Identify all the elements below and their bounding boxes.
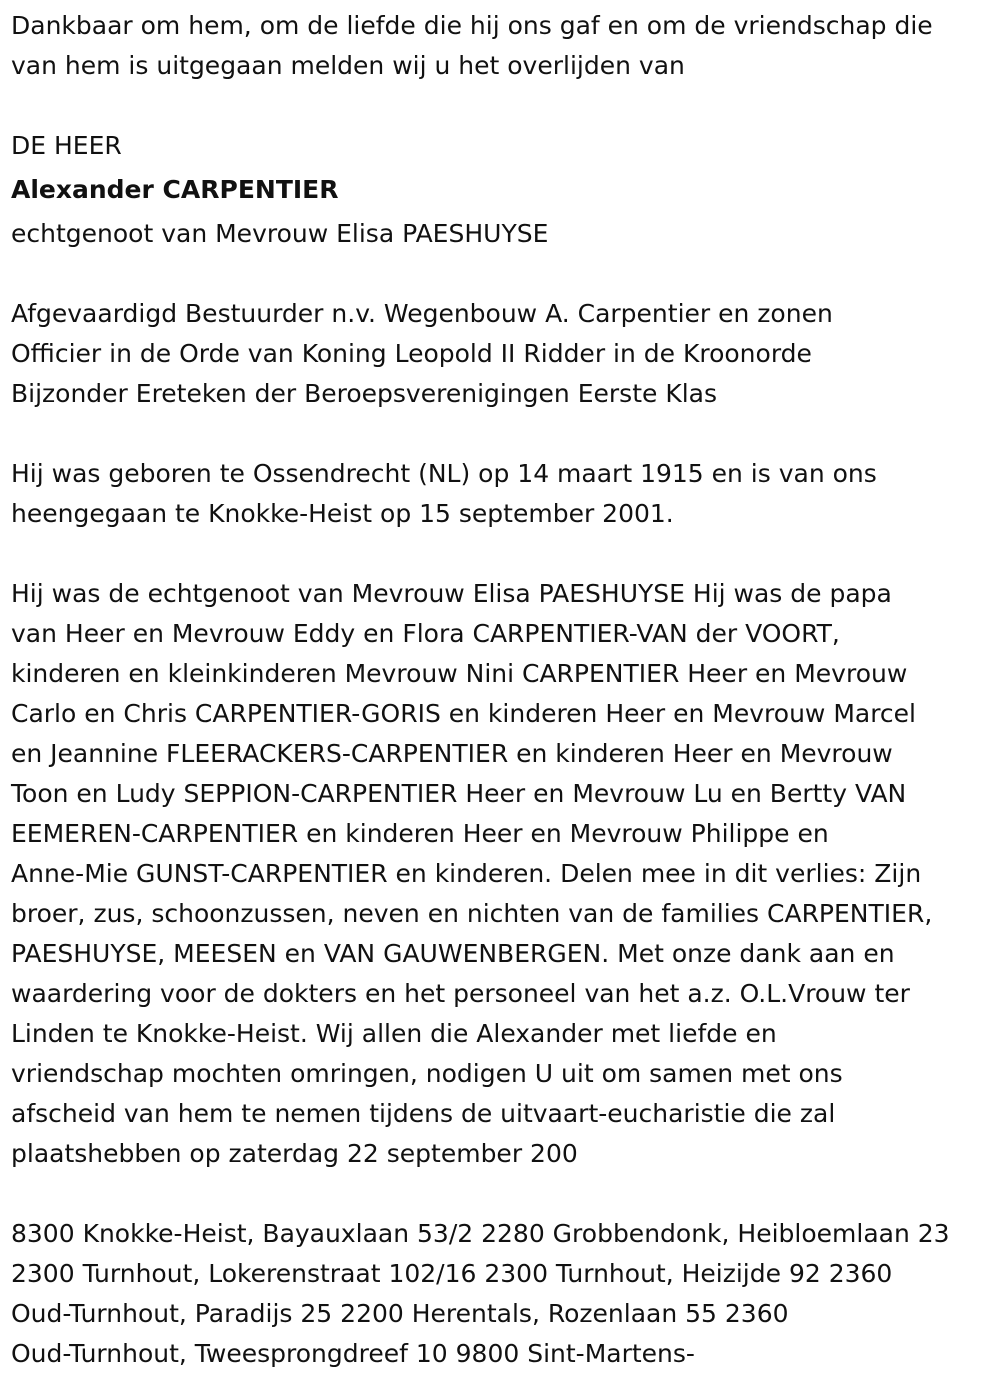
addresses-paragraph: 8300 Knokke-Heist, Bayauxlaan 53/2 2280 Grobbendonk, Heibloemlaan 23 2300 Turnhout, Lokerenstraat 102/16 2300 Turnhout, Heizijde 92 2360 Oud-Turnhout, Paradijs 25 2200 Herentals, Rozenlaan 55 2360 Oud-Turnhout, Tweesprongdreef 10 9800 Sint-Martens- — [11, 1219, 950, 1368]
family-paragraph: Hij was de echtgenoot van Mevrouw Elisa PAESHUYSE Hij was de papa van Heer en Mevrouw Eddy en Flora CARPENTIER-VAN der VOORT, kinderen en kleinkinderen Mevrouw Nini CARPENTIER Heer en Mevrouw Carlo en Chris CARPENTIER-GORIS en kinderen Heer en Mevrouw Marcel en Jeannine FLEERACKERS-CARPENTIER en kinderen Heer en Mevrouw Toon en Ludy SEPPION-CARPENTIER Heer en Mevrouw Lu en Bertty VAN EEMEREN-CARPENTIER en kinderen Heer en Mevrouw Philippe en Anne-Mie GUNST-CARPENTIER en kinderen. Delen mee in dit verlies: Zijn broer, zus, schoonzussen, neven en nichten van de families CARPENTIER, PAESHUYSE, MEESEN en VAN GAUWENBERGEN. Met onze dank aan en waardering voor de dokters en het personeel van het a.z. O.L.Vrouw ter Linden te Knokke-Heist. Wij allen die Alexander met liefde en vriendschap mochten omringen, nodigen U uit om samen met ons afscheid van hem te nemen tijdens de uitvaart-eucharistie die zal plaatshebben op zaterdag 22 september 200 — [11, 579, 933, 1168]
spouse-line: echtgenoot van Mevrouw Elisa PAESHUYSE — [11, 219, 549, 248]
deceased-name: Alexander CARPENTIER — [11, 175, 339, 204]
intro-paragraph: Dankbaar om hem, om de liefde die hij ons gaf en om de vriendschap die van hem is uitgegaan melden wij u het overlijden van — [11, 11, 933, 80]
roles-paragraph: Afgevaardigd Bestuurder n.v. Wegenbouw A. Carpentier en zonen Officier in de Orde van Koning Leopold II Ridder in de Kroonorde Bijzonder Ereteken der Beroepsverenigingen Eerste Klas — [11, 299, 833, 408]
obituary-document — [11, 6, 996, 1374]
honorific-title: DE HEER — [11, 131, 122, 160]
birth-death-paragraph: Hij was geboren te Ossendrecht (NL) op 14 maart 1915 en is van ons heengegaan te Knokke-Heist op 15 september 2001. — [11, 459, 877, 528]
